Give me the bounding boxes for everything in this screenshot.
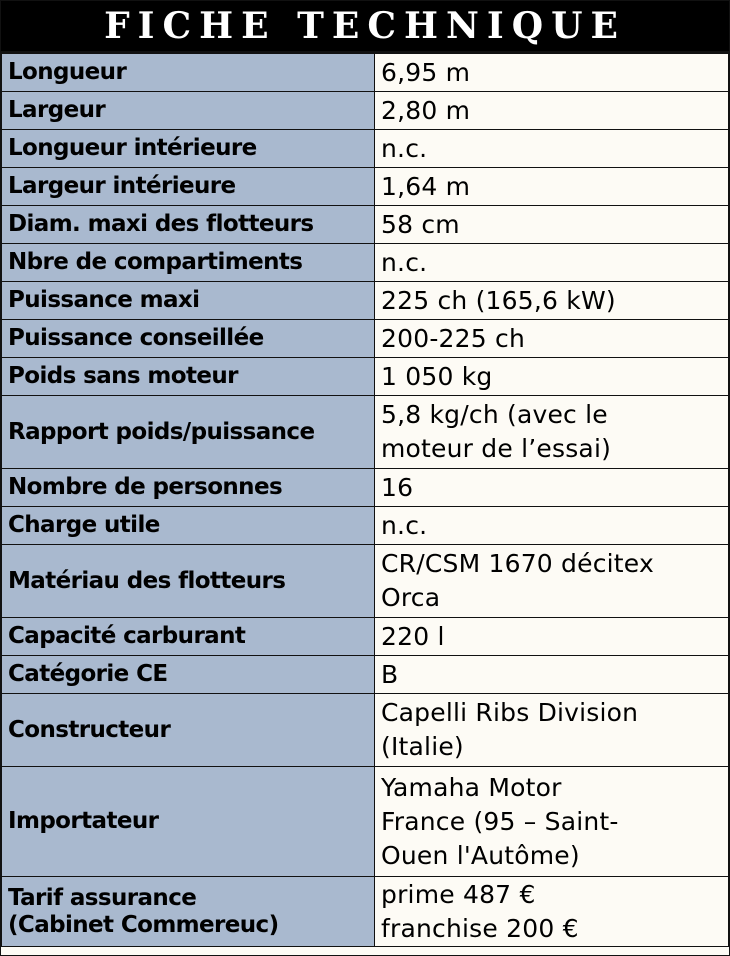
row-label: Tarif assurance (Cabinet Commereuc) (2, 877, 375, 947)
row-value: B (375, 656, 729, 694)
table-row (2, 358, 729, 396)
row-value: CR/CSM 1670 décitex Orca (375, 545, 729, 618)
row-label: Largeur intérieure (2, 168, 375, 206)
row-label: Puissance maxi (2, 282, 375, 320)
sheet-title: FICHE TECHNIQUE (1, 1, 729, 53)
row-label: Constructeur (2, 694, 375, 767)
table-row (2, 320, 729, 358)
row-label: Nombre de personnes (2, 469, 375, 507)
table-row (2, 507, 729, 545)
table-row (2, 282, 729, 320)
table-row (2, 130, 729, 168)
row-value: 225 ch (165,6 kW) (375, 282, 729, 320)
row-label: Charge utile (2, 507, 375, 545)
row-label: Nbre de compartiments (2, 244, 375, 282)
row-value: Capelli Ribs Division (Italie) (375, 694, 729, 767)
row-value: 1,64 m (375, 168, 729, 206)
row-label: Capacité carburant (2, 618, 375, 656)
table-row (2, 469, 729, 507)
row-label: Longueur (2, 54, 375, 92)
table-row (2, 244, 729, 282)
table-row (2, 168, 729, 206)
row-value: 16 (375, 469, 729, 507)
row-value: n.c. (375, 130, 729, 168)
row-value: prime 487 € franchise 200 € (375, 877, 729, 947)
row-label: Longueur intérieure (2, 130, 375, 168)
row-label: Matériau des flotteurs (2, 545, 375, 618)
row-label: Catégorie CE (2, 656, 375, 694)
row-value: 5,8 kg/ch (avec le moteur de l’essai) (375, 396, 729, 469)
row-label: Importateur (2, 767, 375, 877)
row-value: 58 cm (375, 206, 729, 244)
row-value: 200-225 ch (375, 320, 729, 358)
table-row (2, 694, 729, 767)
row-value: 2,80 m (375, 92, 729, 130)
table-row (2, 206, 729, 244)
row-label: Puissance conseillée (2, 320, 375, 358)
table-row (2, 618, 729, 656)
table-row (2, 54, 729, 92)
row-value: 1 050 kg (375, 358, 729, 396)
table-row (2, 396, 729, 469)
row-value: n.c. (375, 244, 729, 282)
row-value: 220 l (375, 618, 729, 656)
row-value: Yamaha Motor France (95 – Saint- Ouen l'Autôme) (375, 767, 729, 877)
row-value: 6,95 m (375, 54, 729, 92)
spec-table (1, 53, 729, 947)
table-row (2, 767, 729, 877)
table-row (2, 92, 729, 130)
row-value: n.c. (375, 507, 729, 545)
row-label: Rapport poids/puissance (2, 396, 375, 469)
row-label: Poids sans moteur (2, 358, 375, 396)
table-row (2, 545, 729, 618)
row-label: Largeur (2, 92, 375, 130)
table-row (2, 656, 729, 694)
table-row (2, 877, 729, 947)
row-label: Diam. maxi des flotteurs (2, 206, 375, 244)
